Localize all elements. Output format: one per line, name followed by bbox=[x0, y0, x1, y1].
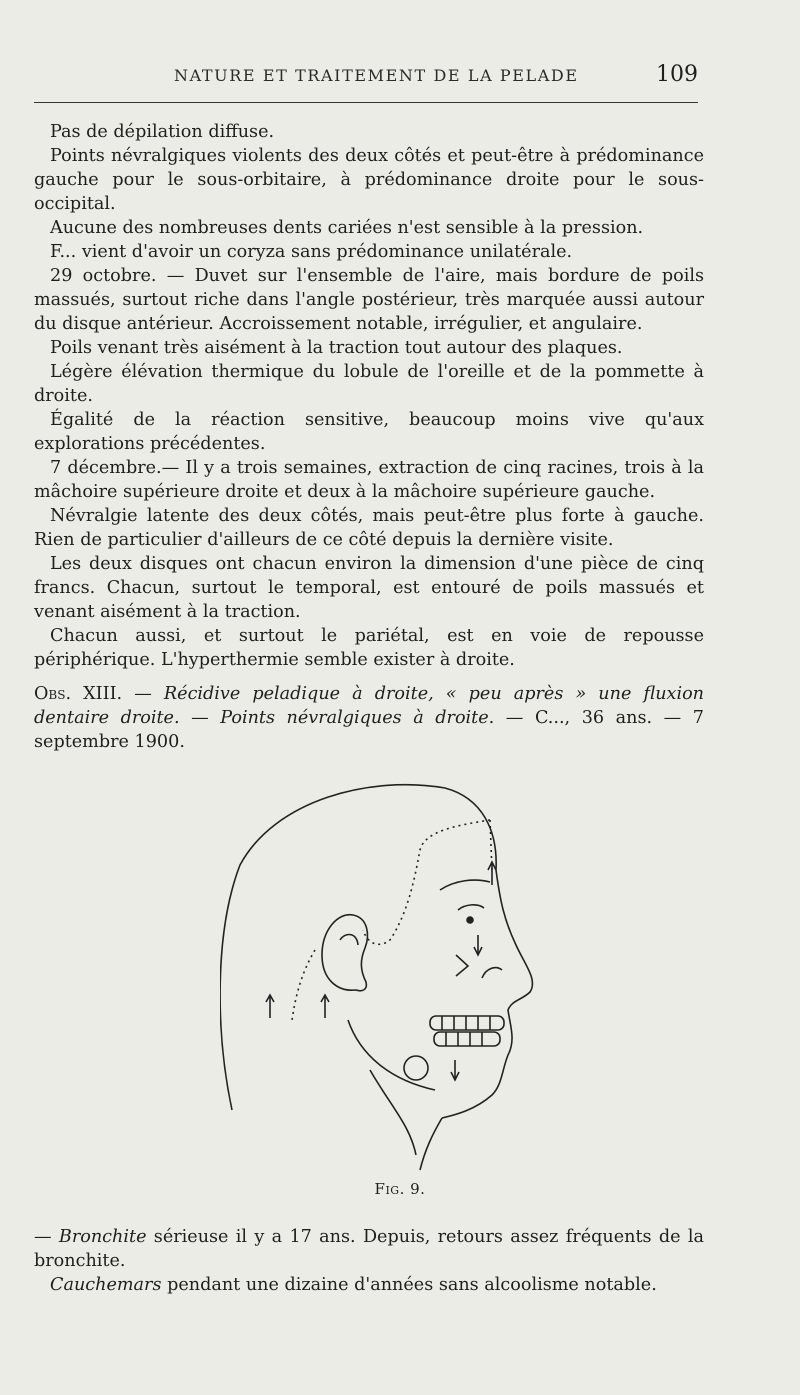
page-header bbox=[34, 62, 698, 92]
paragraph: Égalité de la réaction sensitive, beaucoup moins vive qu'aux explorations précédentes. bbox=[34, 410, 704, 454]
observation-heading bbox=[34, 682, 704, 754]
paragraph: 29 octobre. — Duvet sur l'ensemble de l'aire, mais bordure de poils massués, surtout riche dans l'angle postérieur, très marquée aussi autour du disque antérieur. Accroissement notable, irrégulier, et angulaire. bbox=[34, 266, 704, 334]
body-text bbox=[34, 120, 704, 672]
figure-caption: Fig. 9. bbox=[374, 1180, 426, 1198]
paragraph: Légère élévation thermique du lobule de l'oreille et de la pommette à droite. bbox=[34, 362, 704, 406]
running-title: NATURE ET TRAITEMENT DE LA PELADE bbox=[174, 66, 579, 85]
paragraph: F... vient d'avoir un coryza sans prédominance unilatérale. bbox=[50, 242, 573, 262]
observation-label: Obs. XIII. bbox=[34, 684, 123, 704]
closing-text bbox=[34, 1225, 704, 1297]
paragraph: Névralgie latente des deux côtés, mais peut-être plus forte à gauche. Rien de particulier d'ailleurs de ce côté depuis la dernière visite. bbox=[34, 506, 704, 550]
head-profile-illustration bbox=[220, 770, 540, 1175]
paragraph: Cauchemars pendant une dizaine d'années sans alcoolisme notable. bbox=[50, 1275, 657, 1295]
observation-title: Récidive peladique à droite, « peu après » une fluxion dentaire droite. — Points névralgiques à droite. bbox=[34, 684, 704, 728]
paragraph: Pas de dépilation diffuse. bbox=[50, 122, 275, 142]
paragraph: Chacun aussi, et surtout le pariétal, est en voie de repousse périphérique. L'hyperthermie semble exister à droite. bbox=[34, 626, 704, 670]
paragraph: Poils venant très aisément à la traction tout autour des plaques. bbox=[50, 338, 623, 358]
paragraph: 7 décembre.— Il y a trois semaines, extraction de cinq racines, trois à la mâchoire supérieure droite et deux à la mâchoire supérieure gauche. bbox=[34, 458, 704, 502]
paragraph: — Bronchite sérieuse il y a 17 ans. Depuis, retours assez fréquents de la bronchite. bbox=[34, 1227, 704, 1271]
page-number: 109 bbox=[656, 62, 698, 87]
observation-details: — C..., 36 ans. — 7 septembre 1900. bbox=[34, 708, 704, 752]
paragraph: Aucune des nombreuses dents cariées n'est sensible à la pression. bbox=[50, 218, 644, 238]
observation-separator: — bbox=[122, 684, 164, 704]
paragraph: Points névralgiques violents des deux côtés et peut-être à prédominance gauche pour le sous-orbitaire, à prédominance droite pour le sous-occipital. bbox=[34, 146, 704, 214]
paragraph: Les deux disques ont chacun environ la dimension d'une pièce de cinq francs. Chacun, surtout le temporal, est entouré de poils massués et venant aisément à la traction. bbox=[34, 554, 704, 622]
header-rule bbox=[34, 102, 698, 103]
